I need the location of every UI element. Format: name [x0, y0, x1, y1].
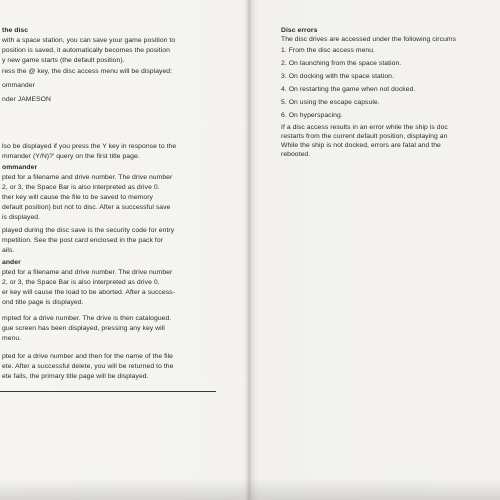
- paragraph-line: The disc drives are accessed under the following circums: [281, 36, 457, 43]
- section-heading-load-commander: ander: [2, 259, 21, 266]
- list-item: 6. On hyperspacing.: [281, 112, 343, 119]
- paragraph-line: pted for a filename and drive number. The drive number: [2, 269, 173, 276]
- paragraph-line: ete. After a successful delete, you will be returned to the: [2, 363, 174, 370]
- left-page: [0, 0, 246, 500]
- paragraph-line: ther key will cause the file to be saved to memory: [2, 194, 153, 201]
- section-heading-disc-errors: Disc errors: [281, 27, 318, 34]
- paragraph-line: gue screen has been displayed, pressing any key will: [2, 325, 165, 332]
- paragraph-line: restarts from the current default position, displaying an: [281, 133, 448, 140]
- paragraph-line: mmander (Y/N)?' query on the first title page.: [2, 153, 140, 160]
- section-divider-rule: [0, 391, 216, 392]
- paragraph-line: lso be displayed if you press the Y key in response to the: [2, 143, 177, 150]
- paragraph-line: ete fails, the primary title page will be displayed.: [2, 373, 149, 380]
- paragraph-line: position is saved, it automatically becomes the position: [2, 47, 170, 54]
- paragraph-line: default position) but not to disc. After a successful save: [2, 204, 171, 211]
- paragraph-line: menu.: [2, 335, 22, 342]
- paragraph-line: pted for a filename and drive number. The drive number: [2, 174, 173, 181]
- paragraph-line: pted for a drive number and then for the name of the file: [2, 353, 173, 360]
- paragraph-line: 2, or 3, the Space Bar is also interpreted as drive 0.: [2, 279, 160, 286]
- section-heading-save: the disc: [2, 27, 29, 34]
- paragraph-line: 2, or 3, the Space Bar is also interpreted as drive 0.: [2, 184, 160, 191]
- paragraph-line: er key will cause the load to be aborted. After a success-: [2, 289, 175, 296]
- section-heading-save-commander: ommander: [2, 164, 38, 171]
- paragraph-line: If a disc access results in an error while the ship is doc: [281, 124, 448, 131]
- paragraph-line: ails.: [2, 247, 15, 254]
- paragraph-line: mpted for a drive number. The drive is then catalogued.: [2, 315, 172, 322]
- list-item: 5. On using the escape capsule.: [281, 99, 380, 106]
- paragraph-line: rebooted.: [281, 151, 311, 158]
- paragraph-line: ress the @ key, the disc access menu will be displayed:: [2, 68, 173, 75]
- page-fold: [246, 0, 252, 500]
- right-page: [253, 0, 500, 500]
- list-item: 2. On launching from the space station.: [281, 60, 402, 67]
- paragraph-line: ond title page is displayed.: [2, 299, 84, 306]
- paragraph-line: played during the disc save is the security code for entry: [2, 227, 175, 234]
- list-item: 1. From the disc access menu.: [281, 47, 375, 54]
- list-item: 4. On restarting the game when not docked.: [281, 86, 416, 93]
- paragraph-line: with a space station, you can save your game position to: [2, 37, 176, 44]
- paragraph-line: is displayed.: [2, 214, 41, 221]
- paragraph-line: y new game starts (the default position).: [2, 57, 125, 64]
- paragraph-line: mpetition. See the post card enclosed in the pack for: [2, 237, 163, 244]
- paragraph-line: While the ship is not docked, errors are fatal and the: [281, 142, 441, 149]
- menu-option-line: nder JAMESON: [2, 96, 51, 103]
- menu-option-line: ommander: [2, 82, 35, 89]
- list-item: 3. On docking with the space station.: [281, 73, 394, 80]
